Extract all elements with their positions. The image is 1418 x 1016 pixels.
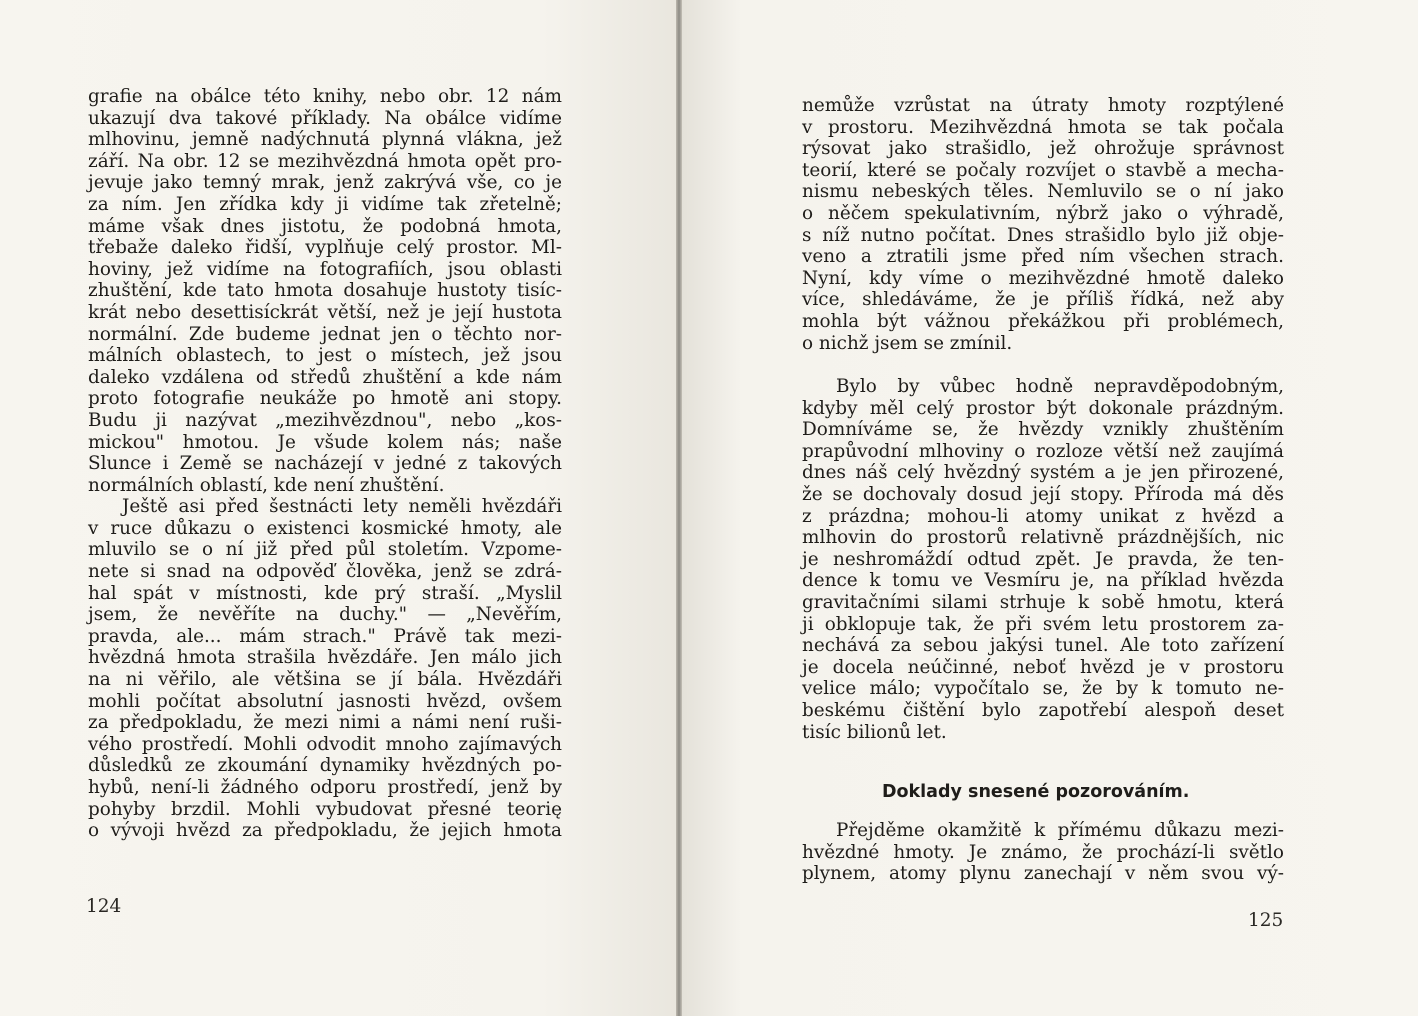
text-line: mickou" hmotou. Je všude kolem nás; naše [88,431,562,453]
text-line: je docela neúčinné, neboť hvězd je v prostoru [802,656,1284,678]
text-line: dence k tomu ve Vesmíru je, na příklad hvězda [802,570,1284,592]
text-line: důsledků ze zkoumání dynamiky hvězdných po- [88,755,562,777]
text-line: nismu nebeských těles. Nemluvilo se o ní jako [802,181,1284,203]
text-line: o něčem spekulativním, nýbrž jako o výhradě, [802,202,1284,224]
text-line: velice málo; vypočítalo se, že by k tomuto ne- [802,678,1284,700]
page-number: 124 [86,896,122,917]
text-line: za předpokladu, že mezi nimi a námi není ruši- [88,712,562,734]
text-line: hoviny, jež vidíme na fotografiích, jsou oblasti [88,258,562,280]
text-line: pravda, ale... mám strach." Právě tak mezi- [88,625,562,647]
left-page-text [88,86,562,842]
text-line: hybů, není-li žádného odporu prostředí, jenž by [88,777,562,798]
text-line: s níž nutno počítat. Dnes strašidlo bylo již obje- [802,224,1284,246]
text-line: zhuštění, kde tato hmota dosahuje hustoty tisíc- [88,280,562,302]
right-page-paragraph [802,95,1284,354]
text-line: o nichž jsem se zmínil. [802,332,1013,354]
text-line: ukazují dva takové příklady. Na obálce vidíme [88,107,562,129]
text-line: že se dochovaly dosud její stopy. Příroda má děs [802,483,1284,505]
text-line: hvězdné hmoty. Je známo, že prochází-li světlo [802,841,1284,863]
text-line: daleko vzdálena od středů zhuštění a kde nám [88,366,562,388]
text-line: beskému čištění bylo zapotřebí alespoň deset [802,699,1284,721]
text-line: mlhovinu, jemně nadýchnutá plynná vlákna, jež [88,129,562,151]
text-line: prapůvodní mlhoviny o rozloze větší než zaujímá [802,440,1284,462]
text-line: veno a ztratili jsme před ním všechen strach. [802,246,1284,268]
text-line: Nyní, kdy víme o mezihvězdné hmotě daleko [802,267,1284,289]
text-line: tisíc bilionů let. [802,721,947,743]
section-heading: Doklady snesené pozorováním. [882,782,1190,802]
text-line: plynem, atomy plynu zanechají v něm svou vý- [802,863,1284,885]
text-line: Ještě asi před šestnácti lety neměli hvězdáři [122,496,562,518]
text-line: vého prostředí. Mohli odvodit mnoho zajímavých [88,733,562,755]
text-line: normálních oblastí, kde není zhuštění. [88,474,445,496]
text-line: normální. Zde budeme jednat jen o těchto nor- [88,323,562,345]
text-line: mohli počítat absolutní jasnosti hvězd, ovšem [88,690,562,712]
text-line: nemůže vzrůstat na útraty hmoty rozptýlené [802,95,1284,116]
text-line: kdyby měl celý prostor být dokonale prázdným. [802,397,1284,419]
text-line: jsem, že nevěříte na duchy." — „Nevěřím, [88,604,562,626]
right-page-paragraph [802,376,1284,743]
text-line: Slunce i Země se nacházejí v jedné z takových [88,453,562,475]
right-page-paragraph [802,820,1284,885]
text-line: gravitačními silami strhuje k sobě hmotu, která [802,591,1284,613]
text-line: mlhovin do prostorů relativně prázdnějších, nic [802,527,1284,549]
text-line: Přejděme okamžitě k přímému důkazu mezi- [836,820,1284,841]
text-line: Budu ji nazývat „mezihvězdnou", nebo „kos- [88,409,562,431]
left-page [0,0,678,1016]
text-line: ji obklopuje tak, že při svém letu prostorem za- [802,613,1284,635]
text-line: nete si snad na odpověď člověka, jenž se zdrá- [88,561,562,583]
text-line: krát nebo desettisíckrát větší, než je její hustota [88,301,562,323]
text-line: Domníváme se, že hvězdy vznikly zhuštěním [802,419,1284,441]
text-line: pohyby brzdil. Mohli vybudovat přesné teorię [88,798,562,820]
page-number: 125 [1248,910,1284,931]
text-line: z prázdna; mohou-li atomy unikat z hvězd a [802,505,1284,527]
text-line: o vývoji hvězd za předpokladu, že jejich hmota [88,820,562,842]
text-line: září. Na obr. 12 se mezihvězdná hmota opět pro- [88,150,562,172]
text-line: je neshromáždí odtud zpět. Je pravda, že ten- [802,548,1284,570]
text-line: málních oblastech, to jest o místech, jež jsou [88,345,562,367]
text-line: v ruce důkazu o existenci kosmické hmoty, ale [88,517,562,539]
right-page [682,0,1418,1016]
text-line: za ním. Jen zřídka kdy ji vidíme tak zřetelně; [88,193,562,215]
text-line: grafie na obálce této knihy, nebo obr. 12 nám [88,86,562,107]
text-line: Bylo by vůbec hodně nepravděpodobným, [836,376,1284,397]
text-line: dnes náš celý hvězdný systém a je jen přirozené, [802,462,1284,484]
text-line: mluvilo se o ní již před půl stoletím. Vzpome- [88,539,562,561]
text-line: hvězdná hmota strašila hvězdáře. Jen málo jich [88,647,562,669]
text-line: nechává za sebou jakýsi tunel. Ale toto zařízení [802,635,1284,657]
text-line: více, shledáváme, že je příliš řídká, než aby [802,289,1284,311]
text-line: hal spát v místnosti, kde prý straší. „Myslil [88,582,562,604]
text-line: na ni věřilo, ale většina se jí bála. Hvězdáři [88,669,562,691]
text-line: mohla být vážnou překážkou při problémech, [802,310,1284,332]
text-line: třebaže daleko řidší, vyplňuje celý prostor. Ml- [88,237,562,259]
text-line: v prostoru. Mezihvězdná hmota se tak počala [802,116,1284,138]
text-line: rýsovat jako strašidlo, jež ohrožuje správnost [802,138,1284,160]
text-line: máme však dnes jistotu, že podobná hmota, [88,215,562,237]
text-line: proto fotografie neukáže po hmotě ani stopy. [88,388,562,410]
text-line: jevuje jako temný mrak, jenž zakrývá vše, co je [88,172,562,194]
text-line: teorií, které se počaly rozvíjet o stavbě a mecha- [802,159,1284,181]
